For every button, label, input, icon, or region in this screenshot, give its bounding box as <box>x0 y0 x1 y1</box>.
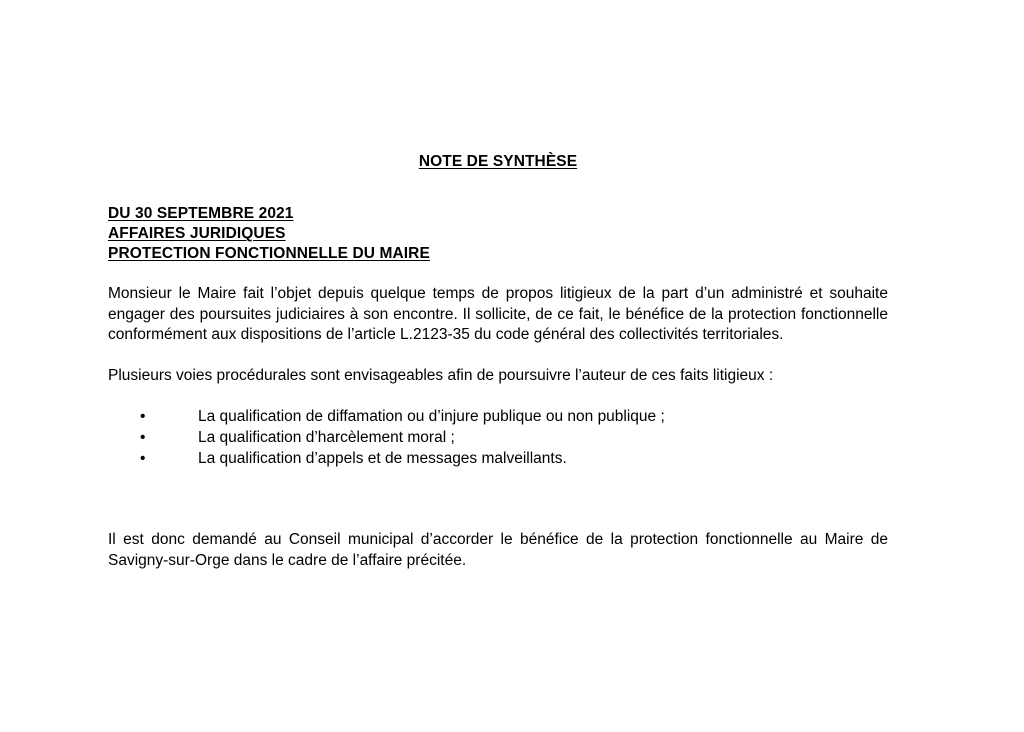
list-item <box>108 406 888 427</box>
heading-block <box>108 172 888 264</box>
document-body <box>108 0 888 571</box>
qualification-list <box>108 386 888 469</box>
heading-department <box>108 224 888 244</box>
bullet-icon: • <box>140 429 146 446</box>
paragraph-lead-in: Plusieurs voies procédurales sont envisageables afin de poursuivre l’auteur de ces faits litigieux : <box>108 366 774 384</box>
page-title <box>108 0 888 172</box>
list-item-label: La qualification d’appels et de messages malveillants. <box>198 450 567 467</box>
heading-subject-text: PROTECTION FONCTIONNELLE DU MAIRE <box>108 245 430 262</box>
bullet-icon: • <box>140 408 146 425</box>
paragraph-conclusion: Il est donc demandé au Conseil municipal d’accorder le bénéfice de la protection fonctionnelle au Maire de Savigny-sur-Orge dans le cadre de l’affaire précitée. <box>108 531 888 569</box>
bullet-icon: • <box>140 450 146 467</box>
paragraph-intro: Monsieur le Maire fait l’objet depuis quelque temps de propos litigieux de la part d’un administré et souhaite engager des poursuites judiciaires à son encontre. Il sollicite, de ce fait, le bénéfice de la protection fonctionnelle conformément aux dispositions de l’article L.2123-35 du code général des collectivités territoriales. <box>108 285 888 343</box>
heading-subject <box>108 244 888 264</box>
page-title-text: NOTE DE SYNTHÈSE <box>418 153 578 170</box>
list-item-label: La qualification d’harcèlement moral ; <box>198 429 455 446</box>
list-item <box>108 427 888 448</box>
list-item-label: La qualification de diffamation ou d’injure publique ou non publique ; <box>198 408 665 425</box>
heading-date-text: DU 30 SEPTEMBRE 2021 <box>108 205 294 222</box>
heading-date <box>108 204 888 224</box>
heading-department-text: AFFAIRES JURIDIQUES <box>108 225 286 242</box>
list-item <box>108 448 888 469</box>
